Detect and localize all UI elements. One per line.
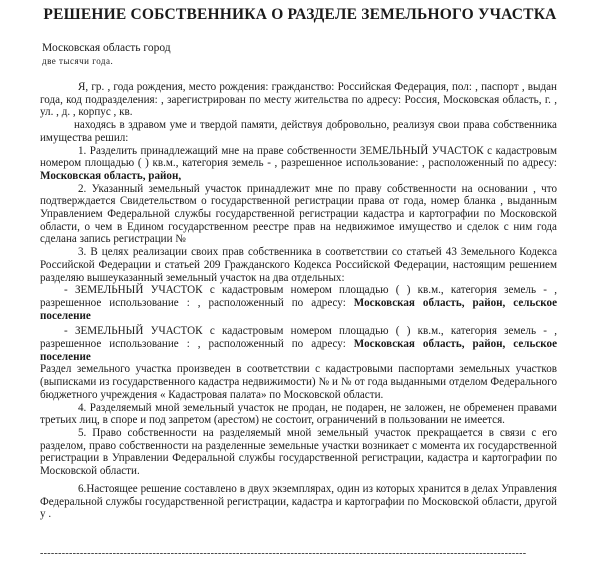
footer-separator: -------------------------------------------------------------------------------------------------------------------------------------- [40,548,527,559]
paragraph-1-text: 1. Разделить принадлежащий мне на праве собственности ЗЕМЕЛЬНЫЙ УЧАСТОК с кадастровым номером площадью ( ) кв.м., категория земель - , разрешенное использование: , расположенный по адресу: [40,144,557,170]
document-date: две тысячи года. [42,56,114,66]
paragraph-2: 2. Указанный земельный участок принадлежит мне по праву собственности на основании , что подтверждается Свидетельством о государственной регистрации права от года, номер бланка , выданным Управлением Федеральной службы государственной регистрации кадастра и картографии по Московской области, о чем в Едином государственном реестре прав на недвижимое имущество и сделок с ним года сделана запись регистрации № [40,182,557,246]
document-title: РЕШЕНИЕ СОБСТВЕННИКА О РАЗДЕЛЕ ЗЕМЕЛЬНОГО УЧАСТКА [43,6,557,23]
paragraph-1-address: Московская область, район, [40,169,182,182]
plot-2-address: Московская область, район, сельское поселение [40,338,557,363]
document-place: Московская область город [42,42,171,54]
document-body [40,81,557,521]
plot-2-text: - ЗЕМЕЛЬНЫЙ УЧАСТОК с кадастровым номером площадью ( ) кв.м., категория земель - , разрешенное использование : , расположенный по адресу: [40,325,557,351]
paragraph-3: 3. В целях реализации своих прав собственника в соответствии со статьей 43 Земельного Кодекса Российской Федерации и статьей 209 Гражданского Кодекса Российской Федерации, настоящим решением разделяю вышеуказанный земельный участок на два отдельных: [40,246,557,284]
paragraph-4: 4. Разделяемый мной земельный участок не продан, не подарен, не заложен, не обременен правами третьих лиц, в споре и под запретом (арестом) не состоит, ограничений в пользовании не имеется. [40,401,557,427]
plot-2 [40,325,557,363]
plot-1-text: - ЗЕМЕЛЬНЫЙ УЧАСТОК с кадастровым номером площадью ( ) кв.м., категория земель - , разрешенное использование : , расположенный по адресу: [40,284,557,309]
paragraph-intro: Я, гр. , года рождения, место рождения: гражданство: Российская Федерация, пол: , паспорт , выдан года, код подразделения: , зарегистрирован по месту жительства по адресу: Россия, Московская область, г. , ул. , д. , корпус , кв. [40,81,557,119]
paragraph-1 [40,145,557,183]
paragraph-6: 6.Настоящее решение составлено в двух экземплярах, один из которых хранится в делах Управления Федеральной службы государственной регистрации, кадастра и картографии по Московской области, другой у . [40,482,557,521]
paragraph-5: 5. Право собственности на разделяемый мной земельный участок прекращается в связи с его разделом, право собственности на разделенные земельные участки возникает с момента их государственной регистрации в Управлении Федеральной службы государственной регистрации, кадастра и картографии по Московской области. [40,426,557,478]
paragraph-division: Раздел земельного участка произведен в соответствии с кадастровыми паспортами земельных участков (выписками из государственного кадастра недвижимости) № и № от года выданными отделом Федерального бюджетного учреждения « Кадастровая палата» по Московской области. [40,363,557,401]
plot-1 [40,284,557,322]
paragraph-sanity: находясь в здравом уме и твердой памяти, действуя добровольно, реализуя свои права собственника имущества решил: [40,119,557,144]
plot-1-address: Московская область, район, сельское поселение [40,296,557,322]
